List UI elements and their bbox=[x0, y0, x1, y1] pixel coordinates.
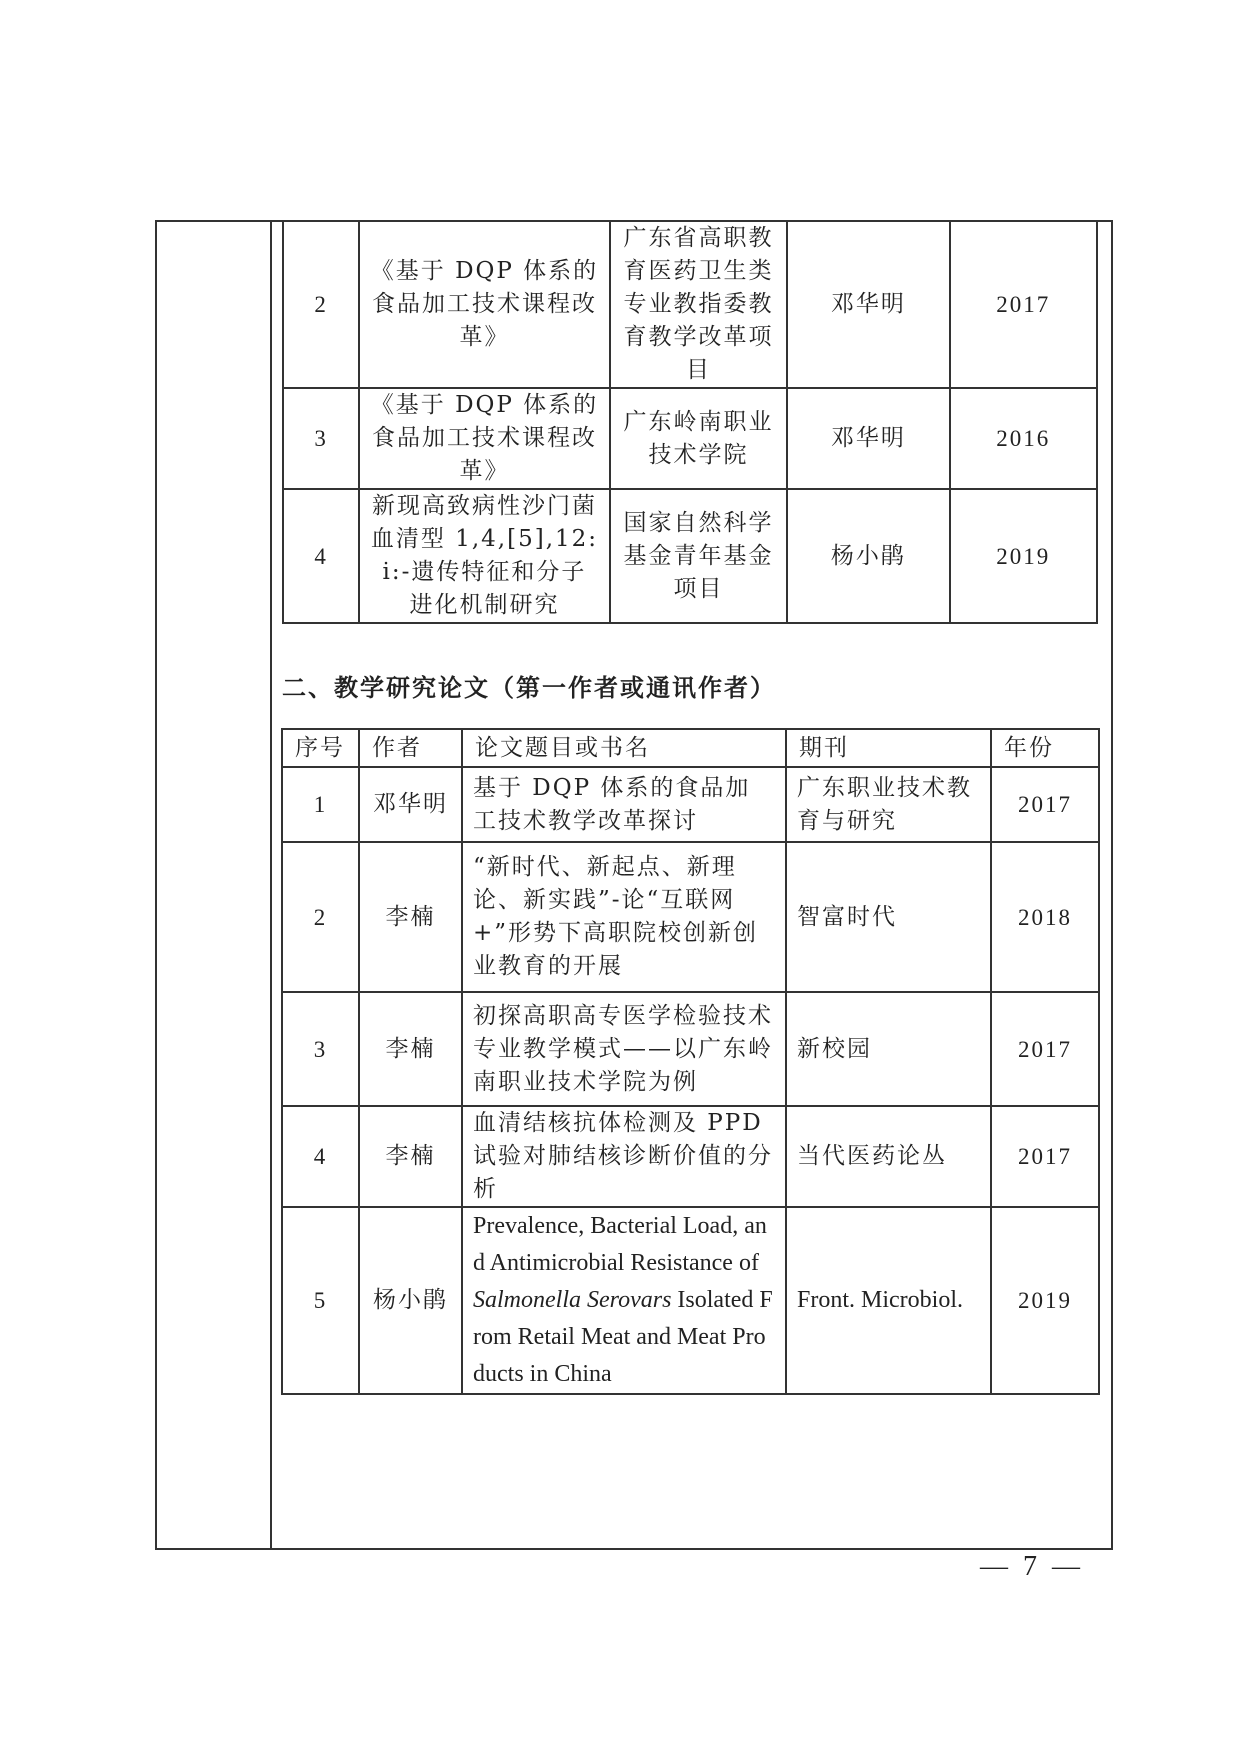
table-row bbox=[282, 992, 1099, 1106]
paper-journal: 新校园 bbox=[786, 992, 991, 1106]
project-title: 新现高致病性沙门菌血清型 1,4,[5],12:i:-遗传特征和分子进化机制研究 bbox=[359, 489, 610, 623]
paper-year: 2018 bbox=[991, 842, 1099, 992]
paper-no: 4 bbox=[282, 1106, 359, 1207]
paper-no: 3 bbox=[282, 992, 359, 1106]
header-no: 序号 bbox=[282, 729, 359, 767]
projects-table bbox=[282, 220, 1098, 624]
header-author: 作者 bbox=[359, 729, 462, 767]
paper-author: 邓华明 bbox=[359, 767, 462, 842]
project-person: 邓华明 bbox=[787, 221, 949, 388]
paper-title: “新时代、新起点、新理论、新实践”-论“互联网+”形势下高职院校创新创业教育的开展 bbox=[462, 842, 786, 992]
project-source: 国家自然科学基金青年基金项目 bbox=[610, 489, 787, 623]
paper-author: 李楠 bbox=[359, 1106, 462, 1207]
table-row bbox=[282, 1106, 1099, 1207]
table-row bbox=[283, 388, 1097, 489]
paper-title: 血清结核抗体检测及 PPD 试验对肺结核诊断价值的分析 bbox=[462, 1106, 786, 1207]
project-no: 3 bbox=[283, 388, 359, 489]
project-source: 广东岭南职业技术学院 bbox=[610, 388, 787, 489]
project-person: 杨小鹃 bbox=[787, 489, 949, 623]
paper-author: 李楠 bbox=[359, 992, 462, 1106]
paper-title: 初探高职高专医学检验技术专业教学模式——以广东岭南职业技术学院为例 bbox=[462, 992, 786, 1106]
paper-journal: 智富时代 bbox=[786, 842, 991, 992]
project-person: 邓华明 bbox=[787, 388, 949, 489]
project-title: 《基于 DQP 体系的食品加工技术课程改革》 bbox=[359, 221, 610, 388]
table-row bbox=[283, 221, 1097, 388]
project-title: 《基于 DQP 体系的食品加工技术课程改革》 bbox=[359, 388, 610, 489]
project-year: 2017 bbox=[950, 221, 1097, 388]
project-year: 2019 bbox=[950, 489, 1097, 623]
project-year: 2016 bbox=[950, 388, 1097, 489]
project-no: 2 bbox=[283, 221, 359, 388]
papers-table bbox=[281, 728, 1100, 1395]
paper-journal: 当代医药论丛 bbox=[786, 1106, 991, 1207]
paper-title-part: Isolated From Retail Meat and Meat Products in China bbox=[473, 1287, 773, 1387]
table-row bbox=[282, 767, 1099, 842]
paper-no: 2 bbox=[282, 842, 359, 992]
paper-no: 5 bbox=[282, 1207, 359, 1394]
table-row bbox=[282, 842, 1099, 992]
section-heading: 二、教学研究论文（第一作者或通讯作者） bbox=[282, 674, 776, 702]
header-journal: 期刊 bbox=[786, 729, 991, 767]
paper-journal: Front. Microbiol. bbox=[786, 1207, 991, 1394]
paper-title: 基于 DQP 体系的食品加工技术教学改革探讨 bbox=[462, 767, 786, 842]
table-header-row bbox=[282, 729, 1099, 767]
paper-year: 2017 bbox=[991, 1106, 1099, 1207]
paper-year: 2017 bbox=[991, 992, 1099, 1106]
paper-author: 李楠 bbox=[359, 842, 462, 992]
header-year: 年份 bbox=[991, 729, 1099, 767]
page-number: — 7 — bbox=[980, 1551, 1084, 1582]
header-title: 论文题目或书名 bbox=[462, 729, 786, 767]
paper-no: 1 bbox=[282, 767, 359, 842]
paper-title bbox=[462, 1207, 786, 1394]
project-no: 4 bbox=[283, 489, 359, 623]
paper-year: 2019 bbox=[991, 1207, 1099, 1394]
table-row bbox=[282, 1207, 1099, 1394]
paper-title-italic: Salmonella Serovars bbox=[473, 1287, 672, 1313]
paper-journal: 广东职业技术教育与研究 bbox=[786, 767, 991, 842]
paper-year: 2017 bbox=[991, 767, 1099, 842]
paper-title-part: Prevalence, Bacterial Load, and Antimicrobial Resistance of bbox=[473, 1213, 767, 1276]
paper-author: 杨小鹃 bbox=[359, 1207, 462, 1394]
table-row bbox=[283, 489, 1097, 623]
frame-divider bbox=[270, 220, 272, 1550]
project-source: 广东省高职教育医药卫生类专业教指委教育教学改革项目 bbox=[610, 221, 787, 388]
